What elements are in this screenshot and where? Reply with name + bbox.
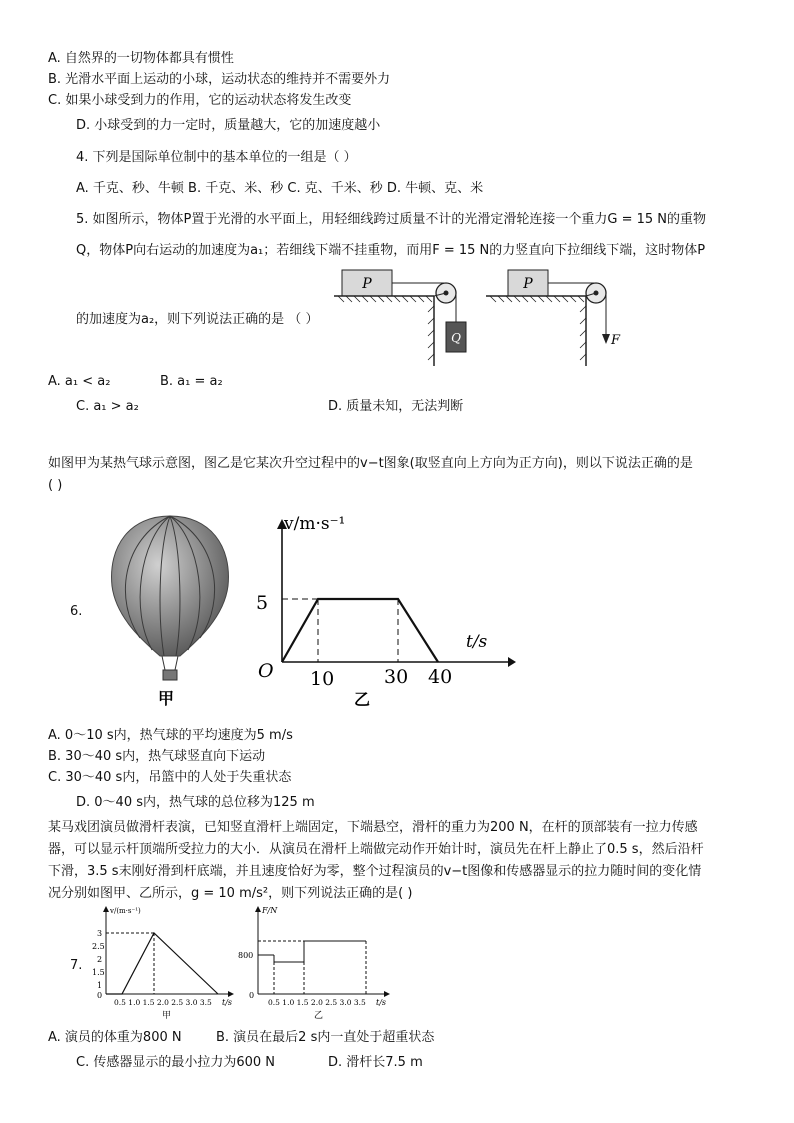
balloon-envelope xyxy=(112,516,229,656)
q7-vt-chart xyxy=(88,902,238,1020)
q7-option-c: C. 传感器显示的最小拉力为600 N xyxy=(76,1055,276,1070)
q7-option-a: A. 演员的体重为800 N xyxy=(48,1030,182,1045)
q7a-line xyxy=(106,933,218,994)
q6-option-c: C. 30～40 s内，吊篮中的人处于失重状态 xyxy=(48,770,292,785)
v-axis-label: v/m·s⁻¹ xyxy=(284,514,346,534)
label-p-2: P xyxy=(523,276,533,292)
basket xyxy=(163,670,177,680)
q6-option-d: D. 0～40 s内，热气球的总位移为125 m xyxy=(76,795,315,810)
label-p: P xyxy=(362,276,372,292)
q6-stem-line1: 如图甲为某热气球示意图，图乙是它某次升空过程中的v−t图象(取竖直向上方向为正方向)，则以下说法正确的是 xyxy=(48,456,693,471)
balloon-figure xyxy=(100,510,240,710)
origin-label: O xyxy=(258,660,274,682)
q7-option-d: D. 滑杆长7.5 m xyxy=(328,1055,423,1070)
q5-option-b: B. a₁ = a₂ xyxy=(160,374,223,389)
q3-option-a: A. 自然界的一切物体都具有惯性 xyxy=(48,51,234,66)
q6-option-b: B. 30～40 s内，热气球竖直向下运动 xyxy=(48,749,266,764)
q7a-caption: 甲 xyxy=(162,1011,172,1020)
q5-stem-line2: Q，物体P向右运动的加速度为a₁；若细线下端不挂重物，而用F = 15 N的力竖直向下拉细线下端，这时物体P xyxy=(76,243,706,258)
q7a-ylabel: v/(m·s⁻¹) xyxy=(110,907,141,915)
q7-stem-line4: 况分别如图甲、乙所示，g = 10 m/s²，则下列说法正确的是( ) xyxy=(48,886,413,901)
q7b-ylabel: F/N xyxy=(262,906,278,915)
q5-option-d: D. 质量未知，无法判断 xyxy=(328,399,464,414)
q4-stem: 4. 下列是国际单位制中的基本单位的一组是（ ） xyxy=(76,150,357,165)
q7b-xlabel: t/s xyxy=(376,998,387,1007)
q6-number: 6. xyxy=(70,604,83,619)
q5-option-c: C. a₁ > a₂ xyxy=(76,399,139,414)
q7-stem-line2: 器，可以显示杆顶端所受拉力的大小．从演员在滑杆上端做完动作开始计时，演员先在杆上静止了0.5 s，然后沿杆 xyxy=(48,842,704,857)
q6-stem-line2: ( ) xyxy=(48,478,63,493)
q7a-xlabel: t/s xyxy=(222,998,233,1007)
q7a-x-ticks: 0.5 1.0 1.5 2.0 2.5 3.0 3.5 xyxy=(114,998,212,1007)
label-q: Q xyxy=(451,331,461,345)
q5-stem-line1: 5. 如图所示，物体P置于光滑的水平面上，用轻细线跨过质量不计的光滑定滑轮连接一个重力G = 15 N的重物 xyxy=(76,212,707,227)
q7b-x-ticks: 0.5 1.0 1.5 2.0 2.5 3.0 3.5 xyxy=(268,998,366,1007)
tick-y5: 5 xyxy=(256,592,269,614)
q3-option-b: B. 光滑水平面上运动的小球，运动状态的维持并不需要外力 xyxy=(48,72,391,87)
q7b-tick-800: 800 xyxy=(238,951,254,960)
q5-figure xyxy=(330,266,630,370)
q7-number: 7. xyxy=(70,958,83,973)
force-arrow xyxy=(602,334,610,344)
q5-option-a: A. a₁ < a₂ xyxy=(48,374,111,389)
q6-option-a: A. 0～10 s内，热气球的平均速度为5 m/s xyxy=(48,728,293,743)
q7a-tick-1: 1 xyxy=(97,981,103,990)
q7b-caption: 乙 xyxy=(314,1011,324,1020)
tick-x40: 40 xyxy=(428,666,453,688)
q5-stem-line3: 的加速度为a₂，则下列说法正确的是 （ ） xyxy=(76,312,319,327)
q7-ft-chart xyxy=(234,902,394,1020)
t-axis-label: t/s xyxy=(466,632,488,652)
q7a-origin: 0 xyxy=(97,991,103,1000)
q4-options: A. 千克、秒、牛顿 B. 千克、米、秒 C. 克、千米、秒 D. 牛顿、克、米 xyxy=(76,181,484,196)
q7-stem-line1: 某马戏团演员做滑杆表演，已知竖直滑杆上端固定，下端悬空，滑杆的重力为200 N，在杆的顶部装有一拉力传感 xyxy=(48,820,698,835)
tick-x30: 30 xyxy=(384,666,409,688)
q7a-tick-2.5: 2.5 xyxy=(92,942,105,951)
q3-option-c: C. 如果小球受到力的作用，它的运动状态将发生改变 xyxy=(48,93,352,108)
q3-option-d: D. 小球受到的力一定时，质量越大，它的加速度越小 xyxy=(76,118,381,133)
vt-line xyxy=(282,599,438,662)
q7a-tick-2: 2 xyxy=(97,955,103,964)
label-f: F xyxy=(611,333,621,348)
caption-jia: 甲 xyxy=(158,689,175,708)
vt-chart xyxy=(250,505,520,710)
q7a-tick-3: 3 xyxy=(97,929,103,938)
q7-option-b: B. 演员在最后2 s内一直处于超重状态 xyxy=(216,1030,435,1045)
q7-stem-line3: 下滑，3.5 s末刚好滑到杆底端，并且速度恰好为零，整个过程演员的v−t图像和传感器显示的拉力随时间的变化情 xyxy=(48,864,702,879)
q7b-origin: 0 xyxy=(249,991,255,1000)
q7a-tick-1.5: 1.5 xyxy=(92,968,105,977)
tick-x10: 10 xyxy=(310,668,335,690)
caption-yi: 乙 xyxy=(354,690,371,709)
